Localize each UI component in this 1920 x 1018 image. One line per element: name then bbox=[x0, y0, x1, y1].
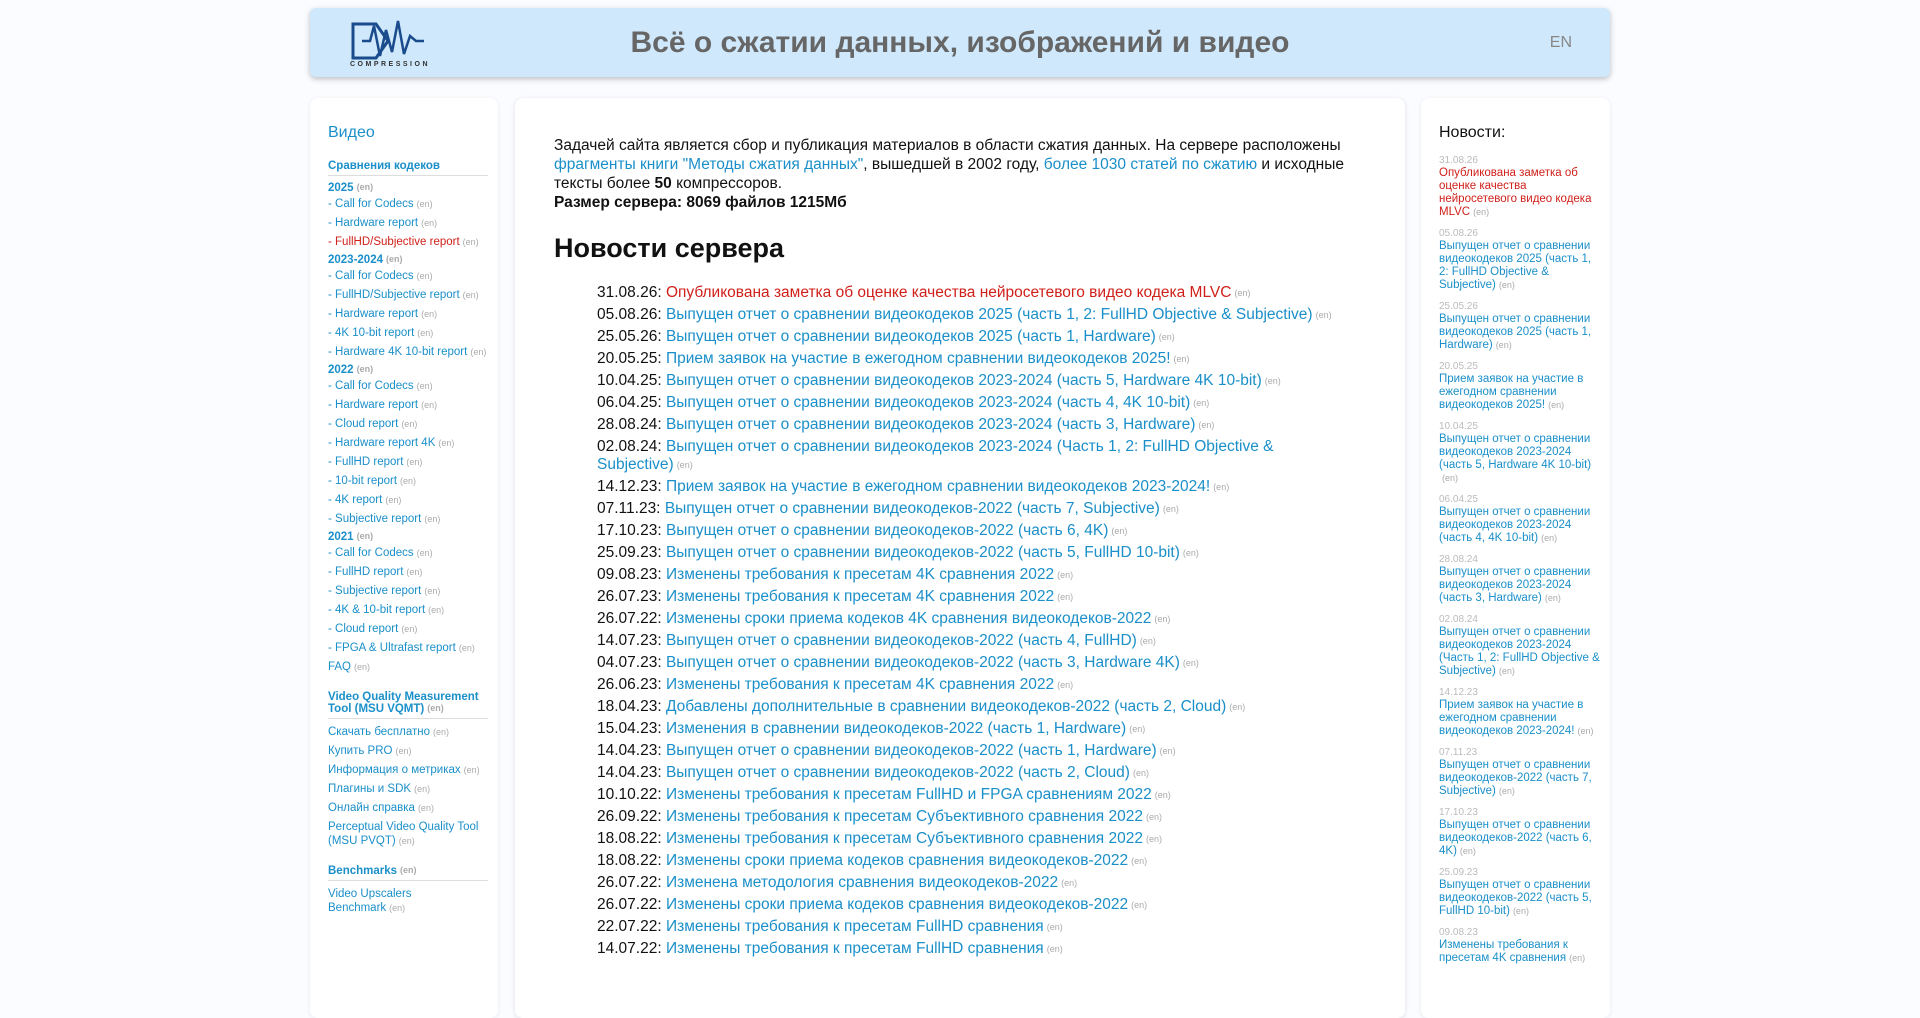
nav-item-faq[interactable]: FAQ $^{(en)}$ bbox=[328, 661, 371, 673]
intro-text bbox=[554, 136, 1354, 212]
right-news-title: Новости: bbox=[1439, 124, 1506, 141]
en-language-tag[interactable]: (en) bbox=[1162, 504, 1179, 514]
news-date: 14.07.23: bbox=[597, 632, 666, 649]
news-link[interactable]: Выпущен отчет о сравнении видеокодеков 2025 (часть 1, Hardware) bbox=[665, 328, 1156, 345]
news-row bbox=[597, 416, 1337, 434]
en-language-tag[interactable]: (en) bbox=[1132, 768, 1149, 778]
news-link[interactable]: Опубликована заметка об оценке качества нейросетевого видео кодека MLVC bbox=[665, 284, 1232, 301]
en-language-tag[interactable]: (en) bbox=[1057, 592, 1074, 602]
news-date: 06.04.25: bbox=[597, 394, 666, 411]
right-news-link[interactable]: Прием заявок на участие в ежегодном сравнении видеокодеков 2025! bbox=[1439, 373, 1584, 411]
news-link[interactable]: Выпущен отчет о сравнении видеокодеков 2023-2024 (часть 3, Hardware) bbox=[665, 416, 1196, 433]
right-news-item bbox=[1439, 746, 1601, 798]
news-link[interactable]: Изменены сроки приема кодеков сравнения видеокодеков-2022 bbox=[665, 852, 1129, 869]
news-row bbox=[597, 742, 1337, 760]
nav-item-link[interactable]: Video Upscalers Benchmark $^{(en)}$ bbox=[328, 888, 412, 914]
news-link[interactable]: Выпущен отчет о сравнении видеокодеков-2022 (часть 5, FullHD 10-bit) bbox=[665, 544, 1180, 561]
en-language-tag[interactable]: (en) bbox=[1198, 420, 1215, 430]
news-row bbox=[597, 720, 1337, 738]
nav-item-link[interactable]: - Call for Codecs $^{(en)}$ bbox=[328, 547, 433, 559]
nav-section-heading[interactable]: Benchmarks $^{(en)}$ bbox=[328, 865, 488, 881]
en-language-tag[interactable]: (en) bbox=[1548, 400, 1565, 410]
en-language-tag[interactable]: (en) bbox=[401, 624, 418, 634]
news-row bbox=[597, 918, 1337, 936]
news-link[interactable]: Выпущен отчет о сравнении видеокодеков 2023-2024 (часть 5, Hardware 4K 10-bit) bbox=[665, 372, 1262, 389]
nav-item-link[interactable]: - 4K 10-bit report $^{(en)}$ bbox=[328, 327, 434, 339]
news-row bbox=[597, 632, 1337, 650]
en-language-tag[interactable]: (en) bbox=[421, 309, 438, 319]
nav-item-link[interactable]: - Cloud report $^{(en)}$ bbox=[328, 418, 418, 430]
site-header bbox=[310, 8, 1610, 77]
nav-item-link[interactable]: - Cloud report $^{(en)}$ bbox=[328, 623, 418, 635]
news-link[interactable]: Выпущен отчет о сравнении видеокодеков-2022 (часть 1, Hardware) bbox=[665, 742, 1157, 759]
spacer bbox=[328, 853, 488, 865]
news-row bbox=[597, 676, 1337, 694]
en-language-tag[interactable]: (en) bbox=[414, 784, 431, 794]
compressors-count: 50 bbox=[654, 175, 672, 192]
nav-item-link[interactable]: - 4K report $^{(en)}$ bbox=[328, 494, 402, 506]
en-language-tag[interactable]: (en) bbox=[438, 438, 455, 448]
site-title: Всё о сжатии данных, изображений и видео bbox=[630, 26, 1290, 59]
news-link[interactable]: Прием заявок на участие в ежегодном сравнении видеокодеков 2025! bbox=[665, 350, 1171, 367]
right-news-item bbox=[1439, 493, 1601, 545]
nav-item-link[interactable]: - FullHD report $^{(en)}$ bbox=[328, 456, 423, 468]
en-language-tag[interactable]: (en) bbox=[1154, 614, 1171, 624]
news-link[interactable]: Изменены требования к пресетам FullHD сравнения bbox=[665, 918, 1044, 935]
en-language-tag[interactable]: (en) bbox=[395, 746, 412, 756]
right-news-item bbox=[1439, 613, 1601, 678]
news-row bbox=[597, 372, 1337, 390]
news-date: 15.04.23: bbox=[597, 720, 666, 737]
nav-item-link[interactable]: Онлайн справка $^{(en)}$ bbox=[328, 802, 434, 814]
en-language-tag[interactable]: (en) bbox=[1473, 207, 1490, 217]
en-language-tag[interactable]: (en) bbox=[463, 765, 480, 775]
en-language-tag[interactable]: (en) bbox=[389, 903, 406, 913]
news-row bbox=[597, 500, 1337, 518]
news-date: 25.05.26: bbox=[597, 328, 666, 345]
nav-item-link[interactable]: Скачать бесплатно $^{(en)}$ bbox=[328, 726, 450, 738]
en-language-tag[interactable]: (en) bbox=[1512, 906, 1529, 916]
news-date: 31.08.26: bbox=[597, 284, 666, 301]
news-link[interactable]: Изменены требования к пресетам FullHD и FPGA сравнениям 2022 bbox=[665, 786, 1152, 803]
news-date: 14.07.22: bbox=[597, 940, 666, 957]
news-link[interactable]: Выпущен отчет о сравнении видеокодеков-2022 (часть 3, Hardware 4K) bbox=[665, 654, 1180, 671]
news-date: 14.04.23: bbox=[597, 742, 666, 759]
en-language-tag[interactable]: (en) bbox=[1131, 856, 1148, 866]
nav-item-link[interactable]: - Hardware 4K 10-bit report $^{(en)}$ bbox=[328, 346, 487, 358]
news-date: 26.09.22: bbox=[597, 808, 666, 825]
right-news-item bbox=[1439, 227, 1601, 292]
right-news-link[interactable]: Опубликована заметка об оценке качества нейросетевого видео кодека MLVC bbox=[1439, 167, 1592, 218]
nav-year-link[interactable]: 2023-2024 $^{(en)}$ bbox=[328, 254, 403, 266]
en-language-tag[interactable]: (en) bbox=[1057, 680, 1074, 690]
news-row bbox=[597, 830, 1337, 848]
news-date: 26.07.22: bbox=[597, 896, 666, 913]
nav-item-link[interactable]: Perceptual Video Quality Tool (MSU PVQT) $^{(en)}$ bbox=[328, 821, 479, 847]
right-news-date: 17.10.23 bbox=[1439, 807, 1478, 818]
right-news-list bbox=[1439, 154, 1601, 973]
nav-item-link[interactable]: - Call for Codecs $^{(en)}$ bbox=[328, 270, 433, 282]
news-link[interactable]: Выпущен отчет о сравнении видеокодеков-2022 (часть 6, 4K) bbox=[665, 522, 1109, 539]
right-news-item bbox=[1439, 866, 1601, 918]
en-language-tag[interactable]: (en) bbox=[458, 643, 475, 653]
right-news-date: 25.05.26 bbox=[1439, 301, 1478, 312]
intro-text-part: , вышедшей в 2002 году, bbox=[863, 156, 1044, 173]
en-language-tag[interactable]: (en) bbox=[356, 182, 374, 192]
news-link[interactable]: Изменены сроки приема кодеков 4K сравнения видеокодеков-2022 bbox=[665, 610, 1152, 627]
news-date: 26.06.23: bbox=[597, 676, 666, 693]
nav-item-link[interactable]: Информация о метриках $^{(en)}$ bbox=[328, 764, 480, 776]
right-news-item bbox=[1439, 360, 1601, 412]
news-row bbox=[597, 478, 1337, 496]
left-nav bbox=[328, 124, 488, 920]
nav-item-link[interactable]: - Hardware report $^{(en)}$ bbox=[328, 217, 438, 229]
nav-item-link[interactable]: - 10-bit report $^{(en)}$ bbox=[328, 475, 417, 487]
en-language-tag[interactable]: (en) bbox=[1264, 376, 1281, 386]
news-row bbox=[597, 328, 1337, 346]
en-language-tag[interactable]: (en) bbox=[1046, 922, 1063, 932]
articles-link[interactable]: более 1030 статей по сжатию bbox=[1043, 156, 1258, 173]
news-link[interactable]: Выпущен отчет о сравнении видеокодеков 2023-2024 (Часть 1, 2: FullHD Objective & Subjective) bbox=[597, 438, 1274, 473]
nav-year-link[interactable]: 2025 $^{(en)}$ bbox=[328, 182, 374, 194]
en-language-tag[interactable]: (en) bbox=[1495, 340, 1512, 350]
news-link[interactable]: Изменена методология сравнения видеокодеков-2022 bbox=[665, 874, 1059, 891]
news-row bbox=[597, 610, 1337, 628]
news-date: 26.07.22: bbox=[597, 610, 666, 627]
right-news-item bbox=[1439, 926, 1601, 965]
en-language-tag[interactable]: (en) bbox=[1577, 726, 1594, 736]
news-heading: Новости сервера bbox=[554, 233, 785, 263]
right-news-date: 20.05.25 bbox=[1439, 361, 1478, 372]
en-language-tag[interactable]: (en) bbox=[1498, 666, 1515, 676]
news-row bbox=[597, 588, 1337, 606]
spacer bbox=[328, 679, 488, 691]
en-language-tag[interactable]: (en) bbox=[416, 199, 433, 209]
news-row bbox=[597, 896, 1337, 914]
en-language-tag[interactable]: (en) bbox=[1234, 288, 1251, 298]
right-news-link[interactable]: Выпущен отчет о сравнении видеокодеков 2023-2024 (часть 3, Hardware) bbox=[1439, 566, 1591, 604]
en-language-tag[interactable]: (en) bbox=[416, 548, 433, 558]
right-news-date: 07.11.23 bbox=[1439, 747, 1478, 758]
nav-item-link[interactable]: - Hardware report 4K $^{(en)}$ bbox=[328, 437, 455, 449]
nav-item-link[interactable]: - FPGA & Ultrafast report $^{(en)}$ bbox=[328, 642, 475, 654]
news-date: 28.08.24: bbox=[597, 416, 666, 433]
news-row bbox=[597, 808, 1337, 826]
right-news-date: 28.08.24 bbox=[1439, 554, 1478, 565]
en-language-tag[interactable]: (en) bbox=[417, 328, 434, 338]
news-row bbox=[597, 566, 1337, 584]
language-switch-link[interactable]: EN bbox=[1549, 34, 1572, 51]
en-language-tag[interactable]: (en) bbox=[354, 662, 371, 672]
news-date: 18.04.23: bbox=[597, 698, 666, 715]
nav-title-video[interactable]: Видео bbox=[328, 124, 375, 141]
nav-item-link[interactable]: - FullHD/Subjective report $^{(en)}$ bbox=[328, 236, 479, 248]
news-row bbox=[597, 940, 1337, 958]
nav-year-link[interactable]: 2022 $^{(en)}$ bbox=[328, 364, 374, 376]
en-language-tag[interactable]: (en) bbox=[356, 364, 374, 374]
news-row bbox=[597, 852, 1337, 870]
logo-text: COMPRESSION bbox=[350, 61, 431, 68]
right-news-date: 05.08.26 bbox=[1439, 228, 1478, 239]
nav-item-link[interactable]: - Hardware report $^{(en)}$ bbox=[328, 308, 438, 320]
en-language-tag[interactable]: (en) bbox=[400, 476, 417, 486]
en-language-tag[interactable]: (en) bbox=[1544, 593, 1561, 603]
news-date: 26.07.23: bbox=[597, 588, 666, 605]
en-language-tag[interactable]: (en) bbox=[400, 865, 417, 875]
en-language-tag[interactable]: (en) bbox=[386, 254, 403, 264]
news-date: 18.08.22: bbox=[597, 852, 666, 869]
news-row bbox=[597, 654, 1337, 672]
right-news-date: 02.08.24 bbox=[1439, 614, 1478, 625]
right-news-link[interactable]: Выпущен отчет о сравнении видеокодеков 2025 (часть 1, Hardware) bbox=[1439, 313, 1592, 351]
nav-item-link[interactable]: Купить PRO $^{(en)}$ bbox=[328, 745, 412, 757]
news-row bbox=[597, 350, 1337, 368]
nav-item-link[interactable]: - Hardware report $^{(en)}$ bbox=[328, 399, 438, 411]
news-link[interactable]: Изменены требования к пресетам Субъективного сравнения 2022 bbox=[665, 808, 1143, 825]
right-news-link[interactable]: Прием заявок на участие в ежегодном сравнении видеокодеков 2023-2024! bbox=[1439, 699, 1584, 737]
en-language-tag[interactable]: (en) bbox=[1541, 533, 1558, 543]
news-date: 22.07.22: bbox=[597, 918, 666, 935]
nav-item-link[interactable]: - FullHD/Subjective report $^{(en)}$ bbox=[328, 289, 479, 301]
intro-text-part: Задачей сайта является сбор и публикация материалов в области сжатия данных. На сервере расположены bbox=[554, 137, 1341, 154]
en-language-tag[interactable]: (en) bbox=[1131, 900, 1148, 910]
nav-item-link[interactable]: - Subjective report $^{(en)}$ bbox=[328, 585, 441, 597]
right-news-date: 14.12.23 bbox=[1439, 687, 1478, 698]
news-link[interactable]: Выпущен отчет о сравнении видеокодеков-2022 (часть 2, Cloud) bbox=[665, 764, 1130, 781]
news-link[interactable]: Изменены требования к пресетам FullHD сравнения bbox=[665, 940, 1044, 957]
en-language-tag[interactable]: (en) bbox=[406, 457, 423, 467]
news-link[interactable]: Добавлены дополнительные в сравнении видеокодеков-2022 (часть 2, Cloud) bbox=[665, 698, 1227, 715]
news-date: 02.08.24: bbox=[597, 438, 666, 455]
right-news-link[interactable]: Изменены требования к пресетам 4K сравнения bbox=[1439, 939, 1568, 964]
right-news-link[interactable]: Выпущен отчет о сравнении видеокодеков-2022 (часть 7, Subjective) bbox=[1439, 759, 1592, 797]
en-language-tag[interactable]: (en) bbox=[385, 495, 402, 505]
en-language-tag[interactable]: (en) bbox=[1061, 878, 1078, 888]
nav-item-link[interactable]: - 4K & 10-bit report $^{(en)}$ bbox=[328, 604, 445, 616]
news-link[interactable]: Выпущен отчет о сравнении видеокодеков 2023-2024 (часть 4, 4K 10-bit) bbox=[665, 394, 1191, 411]
nav-item-link[interactable]: Плагины и SDK $^{(en)}$ bbox=[328, 783, 431, 795]
en-language-tag[interactable]: (en) bbox=[428, 605, 445, 615]
en-language-tag[interactable]: (en) bbox=[1145, 812, 1162, 822]
en-language-tag[interactable]: (en) bbox=[462, 290, 479, 300]
en-language-tag[interactable]: (en) bbox=[427, 703, 444, 713]
nav-section-heading[interactable]: Сравнения кодеков bbox=[328, 160, 488, 176]
right-news-item bbox=[1439, 154, 1601, 219]
news-link[interactable]: Выпущен отчет о сравнении видеокодеков-2022 (часть 4, FullHD) bbox=[665, 632, 1137, 649]
news-date: 10.10.22: bbox=[597, 786, 666, 803]
en-language-tag[interactable]: (en) bbox=[424, 586, 441, 596]
news-list bbox=[597, 284, 1337, 962]
en-language-tag[interactable]: (en) bbox=[1229, 702, 1246, 712]
nav-section-heading[interactable]: Video Quality Measurement Tool (MSU VQMT) $^{(en)}$ bbox=[328, 691, 488, 719]
left-sidebar bbox=[310, 98, 498, 1018]
en-language-tag[interactable]: (en) bbox=[1046, 944, 1063, 954]
en-language-tag[interactable]: (en) bbox=[356, 531, 374, 541]
en-language-tag[interactable]: (en) bbox=[1315, 310, 1332, 320]
right-news-link[interactable]: Выпущен отчет о сравнении видеокодеков 2023-2024 (Часть 1, 2: FullHD Objective & Subjective) bbox=[1439, 626, 1600, 677]
en-language-tag[interactable]: (en) bbox=[398, 836, 415, 846]
right-news-date: 31.08.26 bbox=[1439, 155, 1478, 166]
news-date: 05.08.26: bbox=[597, 306, 666, 323]
news-date: 10.04.25: bbox=[597, 372, 666, 389]
news-row bbox=[597, 874, 1337, 892]
news-row bbox=[597, 764, 1337, 782]
news-row bbox=[597, 438, 1337, 474]
news-row bbox=[597, 284, 1337, 302]
news-date: 20.05.25: bbox=[597, 350, 666, 367]
en-language-tag[interactable]: (en) bbox=[416, 271, 433, 281]
en-language-tag[interactable]: (en) bbox=[1139, 636, 1156, 646]
en-language-tag[interactable]: (en) bbox=[676, 460, 693, 470]
en-language-tag[interactable]: (en) bbox=[1159, 746, 1176, 756]
news-date: 04.07.23: bbox=[597, 654, 666, 671]
main-content bbox=[515, 98, 1405, 1018]
news-row bbox=[597, 394, 1337, 412]
en-language-tag[interactable]: (en) bbox=[1111, 526, 1128, 536]
en-language-tag[interactable]: (en) bbox=[417, 803, 434, 813]
en-language-tag[interactable]: (en) bbox=[1442, 473, 1459, 483]
book-fragments-link[interactable]: фрагменты книги "Методы сжатия данных" bbox=[554, 156, 864, 173]
nav-item-link[interactable]: - FullHD report $^{(en)}$ bbox=[328, 566, 423, 578]
news-date: 26.07.22: bbox=[597, 874, 666, 891]
news-link[interactable]: Прием заявок на участие в ежегодном сравнении видеокодеков 2023-2024! bbox=[665, 478, 1211, 495]
en-language-tag[interactable]: (en) bbox=[462, 237, 479, 247]
news-row bbox=[597, 698, 1337, 716]
en-language-tag[interactable]: (en) bbox=[1154, 790, 1171, 800]
server-size: Размер сервера: 8069 файлов 1215Мб bbox=[554, 194, 847, 211]
right-news-item bbox=[1439, 806, 1601, 858]
en-language-tag[interactable]: (en) bbox=[433, 727, 450, 737]
en-language-tag[interactable]: (en) bbox=[1569, 953, 1586, 963]
en-language-tag[interactable]: (en) bbox=[421, 218, 438, 228]
en-language-tag[interactable]: (en) bbox=[1498, 280, 1515, 290]
en-language-tag[interactable]: (en) bbox=[401, 419, 418, 429]
news-date: 18.08.22: bbox=[597, 830, 666, 847]
en-language-tag[interactable]: (en) bbox=[1129, 724, 1146, 734]
en-language-tag[interactable]: (en) bbox=[421, 400, 438, 410]
nav-year-link[interactable]: 2021 $^{(en)}$ bbox=[328, 531, 374, 543]
news-link[interactable]: Изменены требования к пресетам Субъективного сравнения 2022 bbox=[665, 830, 1143, 847]
news-link[interactable]: Изменены требования к пресетам 4K сравнения 2022 bbox=[665, 566, 1055, 583]
news-date: 14.04.23: bbox=[597, 764, 666, 781]
en-language-tag[interactable]: (en) bbox=[424, 514, 441, 524]
en-language-tag[interactable]: (en) bbox=[1193, 398, 1210, 408]
right-news-item bbox=[1439, 300, 1601, 352]
en-language-tag[interactable]: (en) bbox=[1213, 482, 1230, 492]
news-row bbox=[597, 786, 1337, 804]
news-row bbox=[597, 544, 1337, 562]
news-link[interactable]: Выпущен отчет о сравнении видеокодеков-2022 (часть 7, Subjective) bbox=[664, 500, 1160, 517]
news-link[interactable]: Изменены требования к пресетам 4K сравнения 2022 bbox=[665, 588, 1055, 605]
right-news-date: 09.08.23 bbox=[1439, 927, 1478, 938]
right-news-link[interactable]: Выпущен отчет о сравнении видеокодеков 2023-2024 (часть 4, 4K 10-bit) bbox=[1439, 506, 1591, 544]
intro-text-part: компрессоров. bbox=[671, 175, 783, 192]
en-language-tag[interactable]: (en) bbox=[470, 347, 487, 357]
intro-text-part: и исходные тексты более bbox=[554, 156, 1344, 192]
right-news-date: 10.04.25 bbox=[1439, 421, 1478, 432]
news-date: 07.11.23: bbox=[597, 500, 665, 517]
news-date: 09.08.23: bbox=[597, 566, 666, 583]
news-date: 14.12.23: bbox=[597, 478, 666, 495]
news-link[interactable]: Изменены сроки приема кодеков сравнения видеокодеков-2022 bbox=[665, 896, 1129, 913]
en-language-tag[interactable]: (en) bbox=[1173, 354, 1190, 364]
nav-item-link[interactable]: - Call for Codecs $^{(en)}$ bbox=[328, 198, 433, 210]
en-language-tag[interactable]: (en) bbox=[1182, 548, 1199, 558]
news-row bbox=[597, 522, 1337, 540]
right-news-link[interactable]: Выпущен отчет о сравнении видеокодеков 2025 (часть 1, 2: FullHD Objective & Subjective) bbox=[1439, 240, 1592, 291]
right-news-link[interactable]: Выпущен отчет о сравнении видеокодеков-2022 (часть 6, 4K) bbox=[1439, 819, 1592, 857]
right-news-item bbox=[1439, 686, 1601, 738]
en-language-tag[interactable]: (en) bbox=[1182, 658, 1199, 668]
en-language-tag[interactable]: (en) bbox=[416, 381, 433, 391]
right-sidebar bbox=[1421, 98, 1610, 1018]
right-news-item bbox=[1439, 553, 1601, 605]
nav-item-link[interactable]: - Subjective report $^{(en)}$ bbox=[328, 513, 441, 525]
en-language-tag[interactable]: (en) bbox=[1498, 786, 1515, 796]
news-link[interactable]: Изменения в сравнении видеокодеков-2022 (часть 1, Hardware) bbox=[665, 720, 1127, 737]
news-link[interactable]: Изменены требования к пресетам 4K сравнения 2022 bbox=[665, 676, 1055, 693]
nav-item-link[interactable]: - Call for Codecs $^{(en)}$ bbox=[328, 380, 433, 392]
en-language-tag[interactable]: (en) bbox=[1145, 834, 1162, 844]
en-language-tag[interactable]: (en) bbox=[1459, 846, 1476, 856]
news-date: 25.09.23: bbox=[597, 544, 666, 561]
en-language-tag[interactable]: (en) bbox=[406, 567, 423, 577]
right-news-item bbox=[1439, 420, 1601, 485]
en-language-tag[interactable]: (en) bbox=[1158, 332, 1175, 342]
right-news-link[interactable]: Выпущен отчет о сравнении видеокодеков-2022 (часть 5, FullHD 10-bit) bbox=[1439, 879, 1592, 917]
right-news-link[interactable]: Выпущен отчет о сравнении видеокодеков 2023-2024 (часть 5, Hardware 4K 10-bit) bbox=[1439, 433, 1592, 471]
right-news-date: 25.09.23 bbox=[1439, 867, 1478, 878]
news-link[interactable]: Выпущен отчет о сравнении видеокодеков 2025 (часть 1, 2: FullHD Objective & Subjective) bbox=[665, 306, 1313, 323]
right-news-date: 06.04.25 bbox=[1439, 494, 1478, 505]
en-language-tag[interactable]: (en) bbox=[1057, 570, 1074, 580]
news-row bbox=[597, 306, 1337, 324]
news-date: 17.10.23: bbox=[597, 522, 666, 539]
